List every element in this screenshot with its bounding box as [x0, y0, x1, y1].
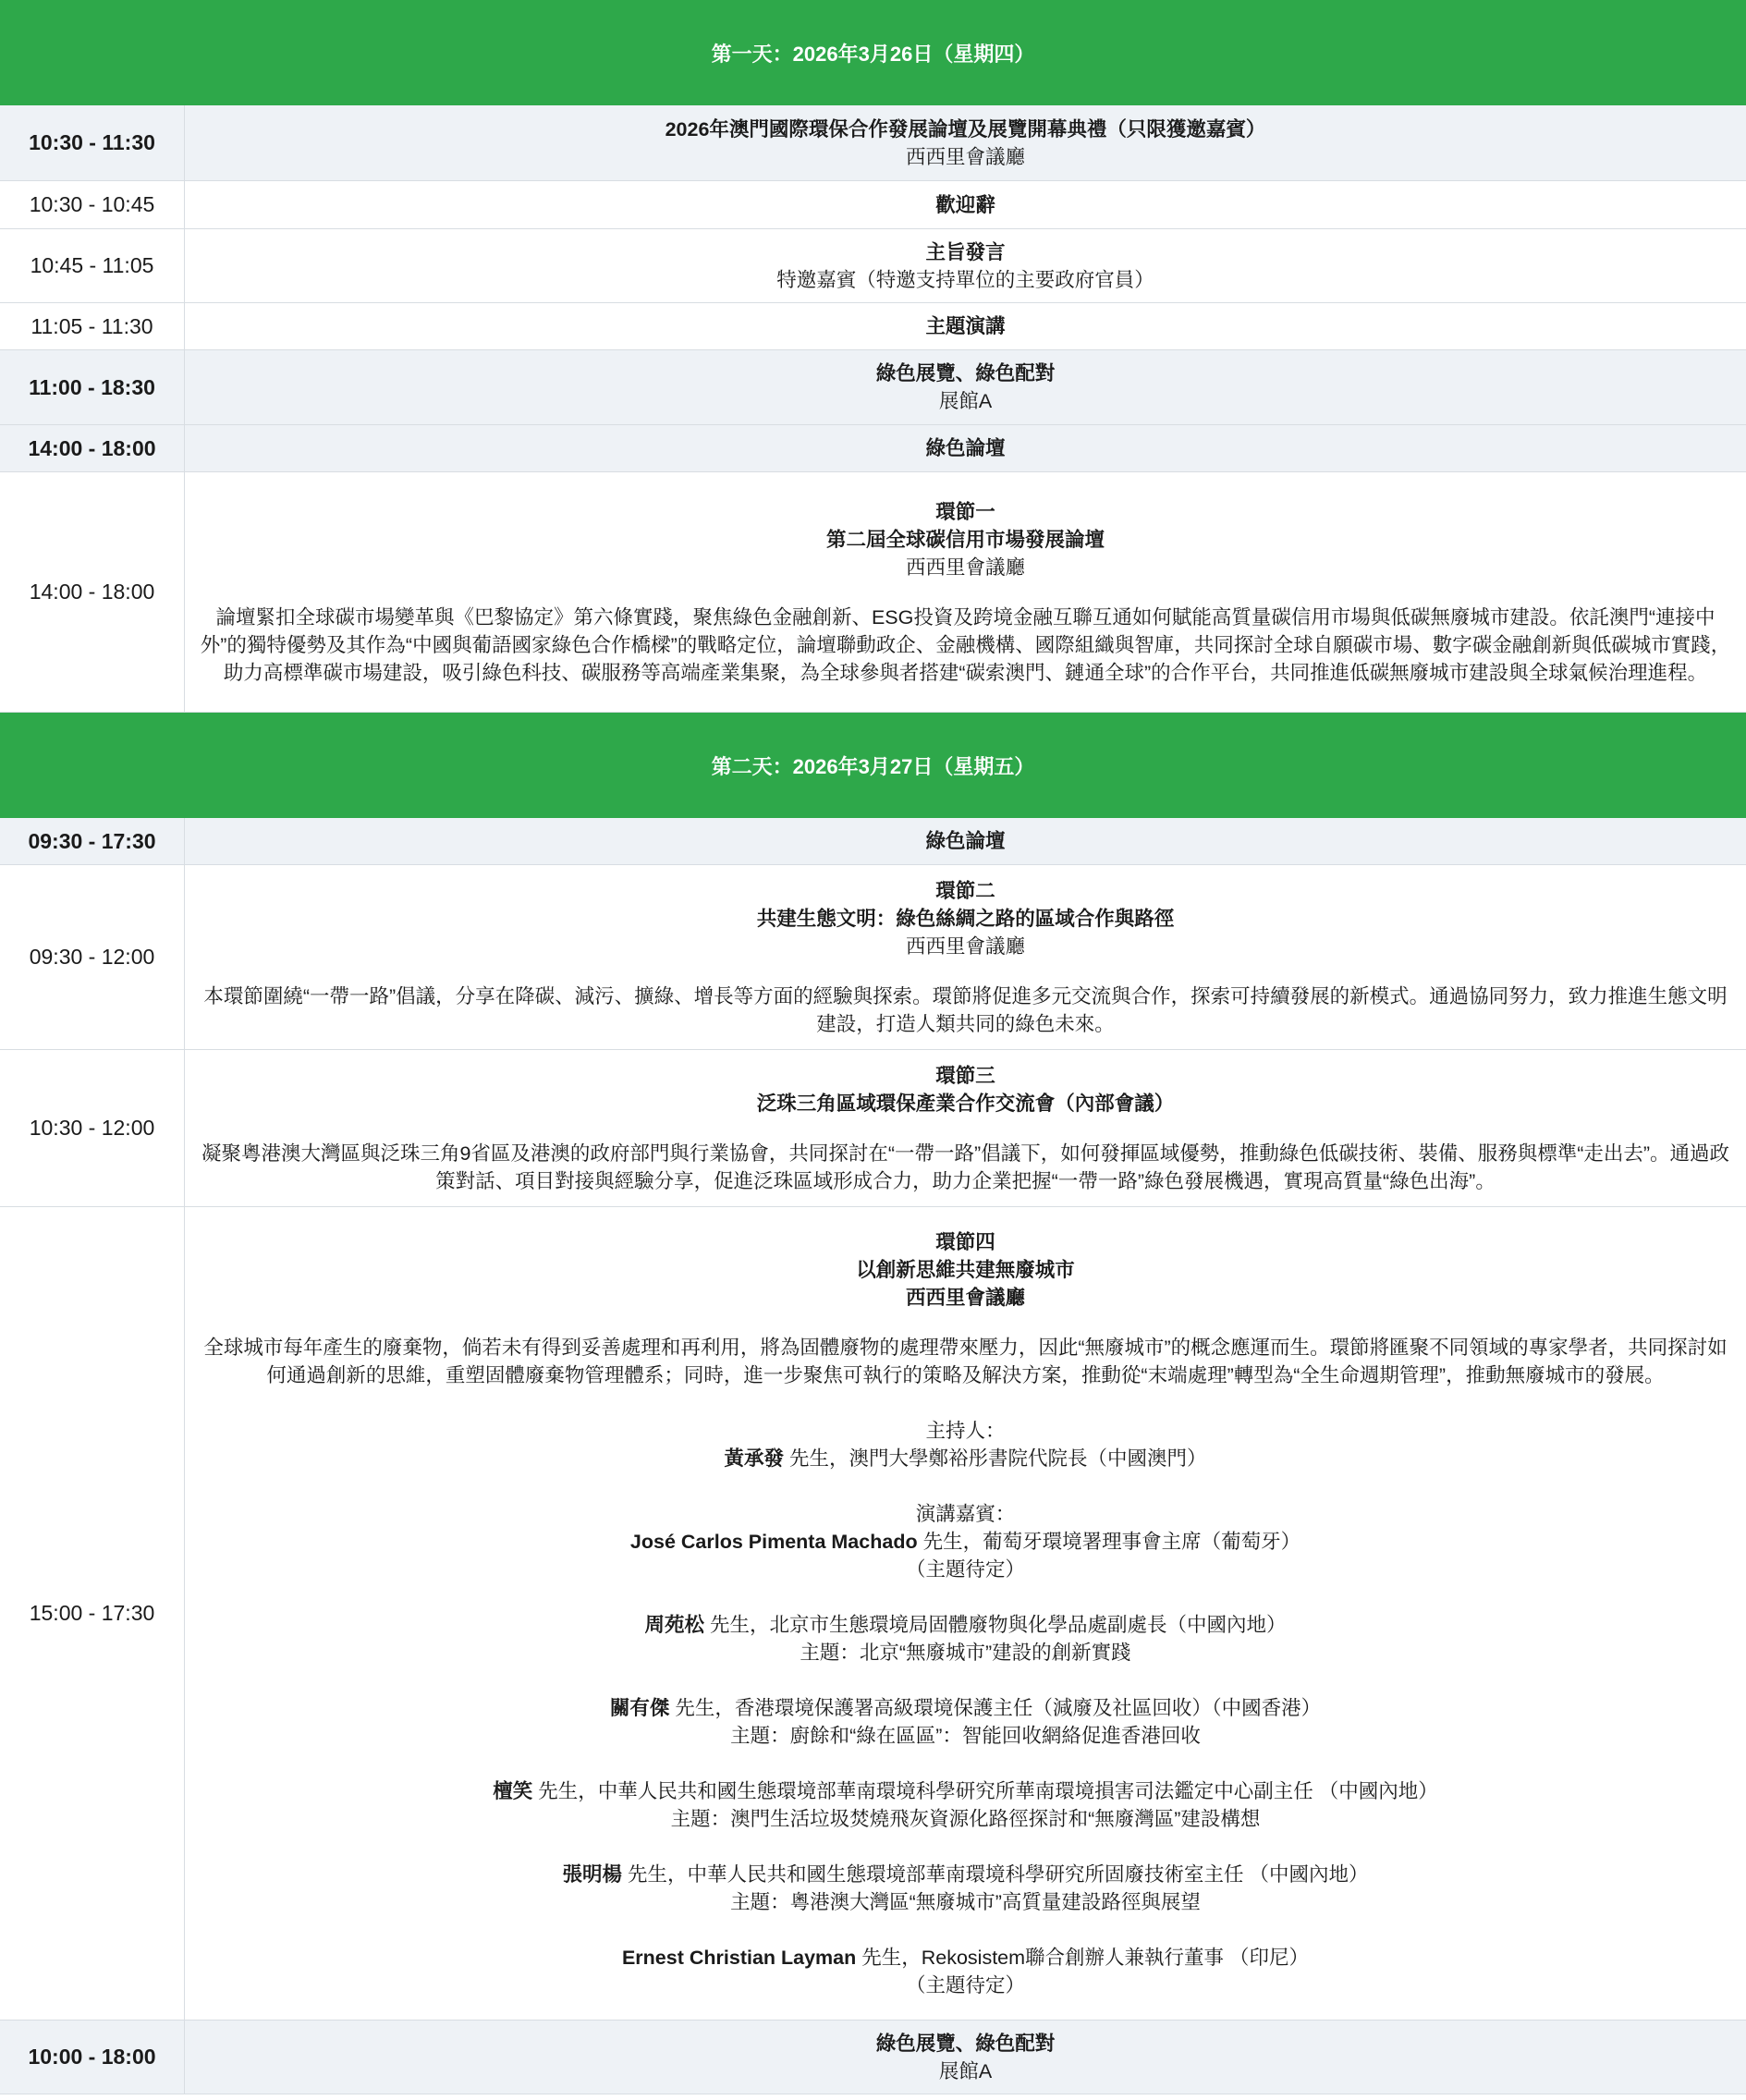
- time-cell: 09:30 - 12:00: [0, 865, 185, 1049]
- session-venue: 西西里會議廳: [905, 1286, 1025, 1309]
- host-entry: [725, 1445, 1207, 1472]
- session-venue: 展館A: [938, 2059, 993, 2082]
- speaker-title: 先生，中華人民共和國生態環境部華南環境科學研究所固廢技術室主任 （中國內地）: [622, 1862, 1369, 1886]
- session-title: 歡迎辭: [935, 193, 995, 216]
- speaker-title: 先生，Rekosistem聯合創辦人兼執行董事 （印尼）: [856, 1946, 1310, 1969]
- session-title: 主旨發言: [925, 240, 1006, 263]
- speaker-entry: [630, 1528, 1300, 1556]
- speaker-entry: [610, 1694, 1321, 1722]
- table-row: [0, 425, 1746, 472]
- speaker-entry: [563, 1861, 1369, 1888]
- session-number: 環節三: [935, 1064, 995, 1087]
- session-cell: [185, 818, 1746, 864]
- speaker-topic: 主題：粵港澳大灣區“無廢城市”高質量建設路徑與展望: [730, 1890, 1201, 1913]
- time-cell: 10:45 - 11:05: [0, 229, 185, 302]
- session-cell: [185, 1050, 1746, 1206]
- session-title: 綠色展覽、綠色配對: [875, 2032, 1056, 2055]
- table-row: [0, 1207, 1746, 2021]
- session-subtitle: 特邀嘉賓（特邀支持單位的主要政府官員）: [776, 268, 1154, 291]
- session-venue: 西西里會議廳: [905, 556, 1025, 579]
- time-cell: 15:00 - 17:30: [0, 1207, 185, 2020]
- day-header: 第二天：2026年3月27日（星期五）: [0, 713, 1746, 818]
- session-description: 凝聚粵港澳大灣區與泛珠三角9省區及港澳的政府部門與行業協會，共同探討在“一帶一路”倡議下，如何發揮區域優勢，推動綠色低碳技術、裝備、服務與標準“走出去”。通過政策對話、項目對接與經驗分享，促進泛珠區域形成合力，助力企業把握“一帶一路”綠色發展機遇，實現高質量“綠色出海”。: [201, 1142, 1730, 1192]
- session-number: 環節四: [935, 1230, 995, 1253]
- speaker-entry: [493, 1777, 1437, 1805]
- time-cell: 10:30 - 12:00: [0, 1050, 185, 1206]
- table-row: [0, 303, 1746, 350]
- session-number: 環節一: [935, 500, 995, 523]
- session-title: 主題演講: [925, 315, 1006, 337]
- time-cell: 11:05 - 11:30: [0, 303, 185, 349]
- speaker-title: 先生，中華人民共和國生態環境部華南環境科學研究所華南環境損害司法鑑定中心副主任 （中國內地）: [532, 1779, 1438, 1802]
- table-row: [0, 350, 1746, 425]
- speaker-entry: [622, 1944, 1309, 1972]
- host-name: 黃承發: [724, 1447, 785, 1470]
- table-row: [0, 818, 1746, 865]
- speaker-title: 先生，葡萄牙環境署理事會主席（葡萄牙）: [917, 1530, 1301, 1553]
- session-title: 第二屆全球碳信用市場發展論壇: [825, 528, 1105, 551]
- session-venue: 西西里會議廳: [905, 145, 1025, 168]
- table-row: [0, 472, 1746, 713]
- speaker-title: 先生，北京市生態環境局固體廢物與化學品處副處長（中國內地）: [704, 1613, 1287, 1636]
- speaker-entry: [645, 1611, 1287, 1639]
- time-cell: 09:30 - 17:30: [0, 818, 185, 864]
- speaker-topic: 主題：澳門生活垃圾焚燒飛灰資源化路徑探討和“無廢灣區”建設構想: [670, 1807, 1261, 1830]
- time-cell: 14:00 - 18:00: [0, 472, 185, 712]
- session-title: 以創新思維共建無廢城市: [856, 1258, 1075, 1281]
- session-cell: [185, 472, 1746, 712]
- session-cell: [185, 229, 1746, 302]
- host-label: 主持人：: [925, 1419, 1006, 1442]
- session-cell: [185, 303, 1746, 349]
- session-title: 共建生態文明：綠色絲綢之路的區域合作與路徑: [756, 907, 1175, 930]
- host-title: 先生，澳門大學鄭裕彤書院代院長（中國澳門）: [784, 1447, 1207, 1470]
- time-cell: 11:00 - 18:30: [0, 350, 185, 424]
- session-cell: [185, 105, 1746, 180]
- speaker-name: 張明楊: [562, 1862, 623, 1886]
- table-row: [0, 1050, 1746, 1207]
- speaker-topic: 主題：北京“無廢城市”建設的創新實踐: [800, 1641, 1131, 1664]
- session-title: 綠色展覽、綠色配對: [875, 362, 1056, 385]
- day-header: 第一天：2026年3月26日（星期四）: [0, 0, 1746, 105]
- table-row: [0, 2021, 1746, 2094]
- table-row: [0, 865, 1746, 1050]
- session-title: 綠色論壇: [925, 830, 1006, 852]
- session-cell: [185, 865, 1746, 1049]
- time-cell: 14:00 - 18:00: [0, 425, 185, 471]
- speaker-name: 檀笑: [493, 1779, 533, 1802]
- session-title: 泛珠三角區域環保產業合作交流會（內部會議）: [756, 1092, 1175, 1115]
- session-description: 全球城市每年產生的廢棄物，倘若未有得到妥善處理和再利用，將為固體廢物的處理帶來壓力，因此“無廢城市”的概念應運而生。環節將匯聚不同領域的專家學者，共同探討如何通過創新的思維，重塑固體廢棄物管理體系；同時，進一步聚焦可執行的策略及解決方案，推動從“末端處理”轉型為“全生命週期管理”，推動無廢城市的發展。: [203, 1336, 1728, 1386]
- session-cell: [185, 2021, 1746, 2094]
- session-venue: 西西里會議廳: [905, 934, 1025, 958]
- speaker-topic: （主題待定）: [905, 1557, 1025, 1581]
- speakers-label: 演講嘉賓：: [915, 1502, 1016, 1525]
- speaker-name: 關有傑: [609, 1696, 670, 1719]
- session-cell: [185, 350, 1746, 424]
- speaker-topic: （主題待定）: [905, 1973, 1025, 1996]
- speaker-name: Ernest Christian Layman: [621, 1946, 857, 1969]
- time-cell: 10:30 - 11:30: [0, 105, 185, 180]
- table-row: [0, 105, 1746, 181]
- session-number: 環節二: [935, 879, 995, 902]
- session-cell: [185, 425, 1746, 471]
- speaker-title: 先生，香港環境保護署高級環境保護主任（減廢及社區回收）（中國香港）: [669, 1696, 1322, 1719]
- time-cell: 10:30 - 10:45: [0, 181, 185, 228]
- time-cell: 10:00 - 18:00: [0, 2021, 185, 2094]
- session-description: 本環節圍繞“一帶一路”倡議，分享在降碳、減污、擴綠、增長等方面的經驗與探索。環節將促進多元交流與合作，探索可持續發展的新模式。通過協同努力，致力推進生態文明建設，打造人類共同的綠色未來。: [203, 984, 1728, 1035]
- table-row: [0, 229, 1746, 303]
- session-description: 論壇緊扣全球碳市場變革與《巴黎協定》第六條實踐，聚焦綠色金融創新、ESG投資及跨境金融互聯互通如何賦能高質量碳信用市場與低碳無廢城市建設。依託澳門“連接中外”的獨特優勢及其作為“中國與葡語國家綠色合作橋樑”的戰略定位，論壇聯動政企、金融機構、國際組織與智庫，共同探討全球自願碳市場、數字碳金融創新與低碳城市實踐，助力高標準碳市場建設，吸引綠色科技、碳服務等高端產業集聚，為全球參與者搭建“碳索澳門、鏈通全球”的合作平台，共同推進低碳無廢城市建設與全球氣候治理進程。: [200, 605, 1731, 684]
- session-cell: [185, 1207, 1746, 2020]
- session-cell: [185, 181, 1746, 228]
- table-row: [0, 181, 1746, 229]
- speaker-name: José Carlos Pimenta Machado: [629, 1530, 918, 1553]
- session-title: 2026年澳門國際環保合作發展論壇及展覽開幕典禮（只限獲邀嘉賓）: [665, 117, 1266, 140]
- speaker-name: 周苑松: [644, 1613, 705, 1636]
- speaker-topic: 主題：廚餘和“綠在區區”：智能回收網絡促進香港回收: [730, 1724, 1201, 1747]
- session-venue: 展館A: [938, 390, 993, 412]
- session-title: 綠色論壇: [925, 437, 1006, 459]
